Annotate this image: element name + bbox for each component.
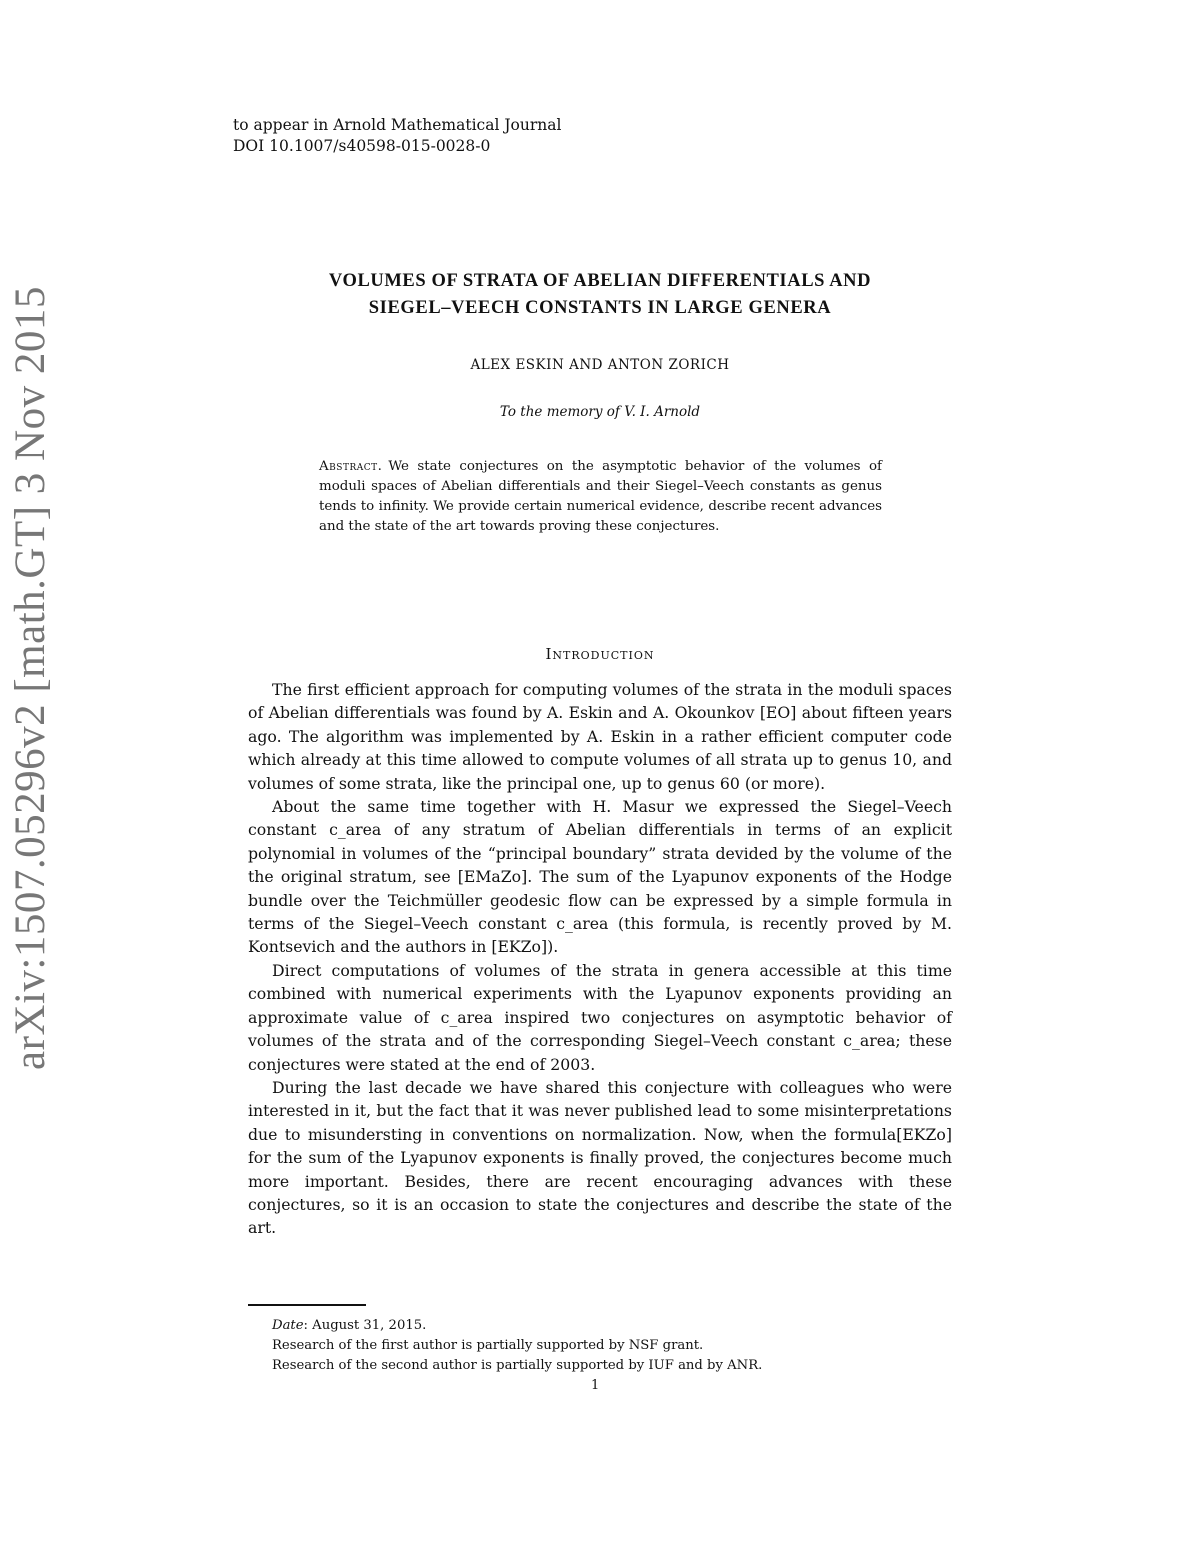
footnote-2: Research of the second author is partially supported by IUF and by ANR. [272,1358,763,1373]
dedication: To the memory of V. I. Arnold [499,404,701,420]
title-line-2: SIEGEL–VEECH CONSTANTS IN LARGE GENERA [368,298,832,318]
footnote-date [272,1316,952,1336]
arxiv-identifier-stamp: arXiv:1507.05296v2 [math.GT] 3 Nov 2015 [7,286,54,1070]
section-heading: Introduction [545,645,655,663]
abstract [319,457,882,537]
footnote-rule [248,1304,366,1306]
title-line-1: VOLUMES OF STRATA OF ABELIAN DIFFERENTIALS AND [328,271,872,291]
doi-note: DOI 10.1007/s40598-015-0028-0 [233,137,491,155]
paragraph-3: Direct computations of volumes of the strata in genera accessible at this time combined with numerical experiments with the Lyapunov exponents providing an approximate value of c_area inspired two conjectures on asymptotic behavior of volumes of the strata and of the corresponding Siegel–Veech constant c_area; these conjectures were stated at the end of 2003. [248,960,952,1074]
paragraph-2: About the same time together with H. Masur we expressed the Siegel–Veech constant c_area of any stratum of Abelian differentials in terms of an explicit polynomial in volumes of the “principal boundary” strata devided by the volume of the the original stratum, see [EMaZo]. The sum of the Lyapunov exponents of the Hodge bundle over the Teichmüller geodesic flow can be expressed by a simple formula in terms of the Siegel–Veech constant c_area (this formula, is recently proved by M. Kontsevich and the authors in [EKZo]). [248,797,952,957]
footnote-date-value: : August 31, 2015. [303,1318,427,1333]
footnote-1: Research of the first author is partially supported by NSF grant. [272,1338,704,1353]
authors: ALEX ESKIN AND ANTON ZORICH [470,357,730,373]
page-number: 1 [591,1378,600,1393]
body-text [248,678,952,1240]
publication-note [233,115,561,157]
paragraph-4: During the last decade we have shared this conjecture with colleagues who were interested in it, but the fact that it was never published lead to some misinterpretations due to misundersting in conventions on normalization. Now, when the formula[EKZo] for the sum of the Lyapunov exponents is finally proved, the conjectures become much more important. Besides, there are recent encouraging advances with these conjectures, so it is an occasion to state the conjectures and describe the state of the art. [248,1077,952,1238]
footnote-date-label: Date [272,1318,304,1333]
journal-note: to appear in Arnold Mathematical Journal [233,116,562,134]
abstract-text: We state conjectures on the asymptotic behavior of the volumes of moduli spaces of Abelian differentials and their Siegel–Veech constants as genus tends to infinity. We provide certain numerical evidence, describe recent advances and the state of the art towards proving these conjectures. [319,459,882,534]
paragraph-1: The first efficient approach for computing volumes of the strata in the moduli spaces of Abelian differentials was found by A. Eskin and A. Okounkov [EO] about fifteen years ago. The algorithm was implemented by A. Eskin in a rather efficient computer code which already at this time allowed to compute volumes of all strata up to genus 10, and volumes of some strata, like the principal one, up to genus 60 (or more). [248,680,952,793]
footnotes [272,1316,952,1376]
paper-title [200,268,1000,322]
abstract-label: Abstract. [319,459,383,474]
